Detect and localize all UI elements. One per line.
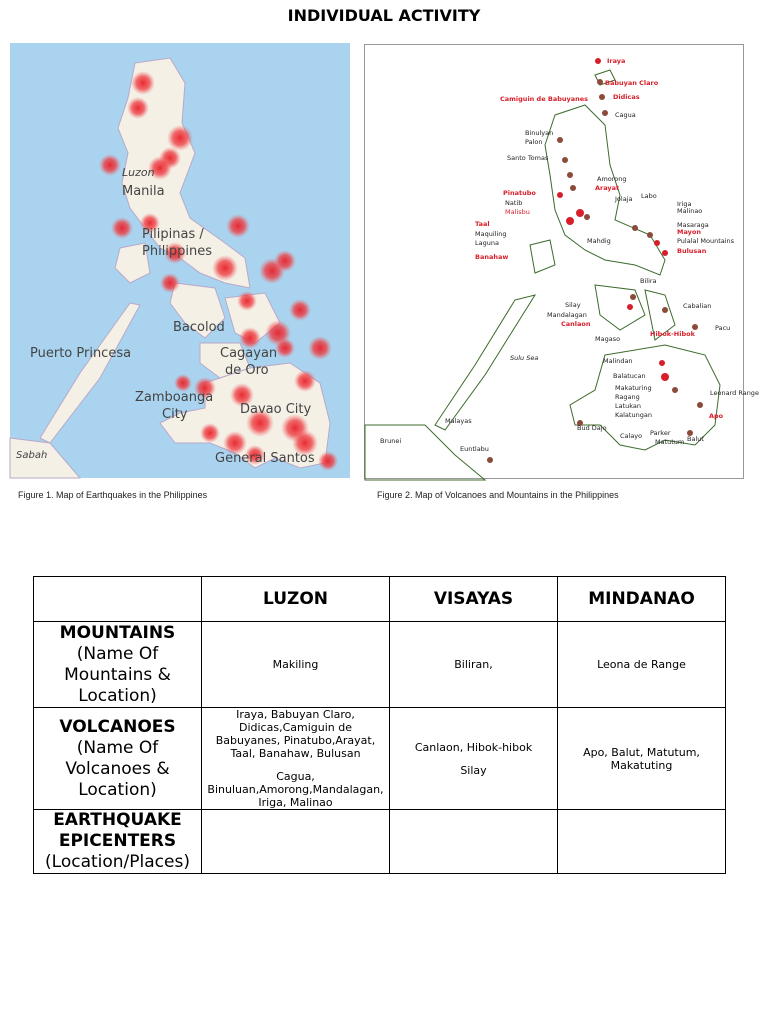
map1-label: General Santos bbox=[215, 451, 315, 466]
map2-label: Binulyan bbox=[525, 129, 554, 137]
map2-label: Magaso bbox=[595, 335, 621, 343]
map1-label: Philippines bbox=[142, 244, 213, 259]
row-header-subtitle: (Location/Places) bbox=[45, 852, 190, 872]
map2-label: Iriga bbox=[677, 200, 692, 208]
map2-label: Matutum bbox=[655, 438, 685, 446]
map2-red-label: Taal bbox=[475, 220, 490, 228]
map1-label: Zamboanga bbox=[135, 390, 214, 405]
map2-red-label: Iraya bbox=[607, 57, 626, 65]
volcano-markers bbox=[487, 58, 703, 463]
map2-label: Malindan bbox=[603, 357, 633, 365]
earthquake-map bbox=[10, 43, 350, 478]
map2-red-label: Banahaw bbox=[475, 253, 509, 261]
map2-red-label: Mayon bbox=[677, 228, 701, 236]
page-title: INDIVIDUAL ACTIVITY bbox=[287, 6, 481, 25]
row-header-title: MOUNTAINS bbox=[59, 622, 176, 643]
cell-text: Silay bbox=[460, 763, 487, 777]
map2-label: Sulu Sea bbox=[510, 354, 539, 362]
map2-label: Mahdig bbox=[587, 237, 611, 245]
map1-label: City bbox=[162, 407, 188, 422]
table-row-mountains bbox=[34, 622, 726, 708]
cell-spacer bbox=[394, 754, 553, 764]
map2-label: Brunei bbox=[380, 437, 402, 445]
cell-mountains-luzon[interactable]: Makiling bbox=[202, 622, 390, 708]
map2-label: Palon bbox=[525, 138, 543, 146]
map2-red-label: Canlaon bbox=[561, 320, 591, 328]
cell-earthquakes-luzon[interactable] bbox=[202, 810, 390, 874]
map2-label: Pacu bbox=[715, 324, 731, 332]
map2-label: Natib bbox=[505, 199, 523, 207]
cell-earthquakes-visayas[interactable] bbox=[390, 810, 558, 874]
cell-text: Iraya, Babuyan Claro, Didicas,Camiguin de Babuyanes, Pinatubo,Arayat, Taal, Banahaw, Bulusan bbox=[215, 708, 376, 760]
map2-label: Balatucan bbox=[613, 372, 646, 380]
map1-label: Sabah bbox=[16, 450, 48, 461]
table-header-row bbox=[34, 577, 726, 622]
map2-label: Cabalian bbox=[683, 302, 712, 310]
map2-label: Amorong bbox=[597, 175, 627, 183]
map2-label: Labo bbox=[641, 192, 657, 200]
table-header-cell bbox=[34, 577, 202, 622]
map2-red-label: Camiguin de Babuyanes bbox=[500, 95, 589, 103]
row-header-subtitle: (Name Of Volcanoes & Location) bbox=[65, 737, 170, 800]
map2-label: Bud Dajo bbox=[577, 424, 607, 432]
map2-label: Leonard Range bbox=[710, 389, 759, 397]
map1-label: Davao City bbox=[240, 402, 312, 417]
map1-label: Puerto Princesa bbox=[30, 346, 132, 361]
map2-label: Calayo bbox=[620, 432, 643, 440]
map2-red-label: Apo bbox=[709, 412, 724, 420]
map2-label: Kalatungan bbox=[615, 411, 652, 419]
map1-label: de Oro bbox=[225, 363, 269, 378]
map2-red-label: Bulusan bbox=[677, 247, 707, 255]
table-header-visayas: VISAYAS bbox=[390, 577, 558, 622]
map2-label: Malayas bbox=[445, 417, 472, 425]
map2-red-label: Arayat bbox=[595, 184, 620, 192]
map2-label: Mandalagan bbox=[547, 311, 587, 319]
map2-label: Pulalal Mountains bbox=[677, 237, 735, 245]
figure-caption: Figure 2. Map of Volcanoes and Mountains in the Philippines bbox=[377, 490, 619, 500]
map1-label: Pilipinas / bbox=[142, 227, 204, 242]
row-header-volcanoes bbox=[34, 708, 202, 810]
map1-label: Manila bbox=[122, 184, 165, 199]
row-header-subtitle: (Name Of Mountains & Location) bbox=[64, 643, 171, 706]
map2-label: Jolaja bbox=[615, 195, 633, 203]
volcano-map bbox=[364, 44, 759, 479]
map2-label: Ragang bbox=[615, 393, 640, 401]
figure-caption: Figure 1. Map of Earthquakes in the Philippines bbox=[18, 490, 208, 500]
map2-red-label: Hibok-Hibok bbox=[650, 330, 695, 338]
volcano-map-graphic bbox=[365, 45, 759, 480]
earthquake-map-graphic bbox=[10, 43, 350, 478]
map2-red-label: Malinao bbox=[677, 207, 703, 215]
row-header-title: EARTHQUAKE EPICENTERS bbox=[53, 810, 182, 851]
map2-label: Silay bbox=[565, 301, 581, 309]
table-row-earthquakes bbox=[34, 810, 726, 874]
cell-spacer bbox=[206, 760, 385, 770]
map1-label: Cagayan bbox=[220, 346, 278, 361]
row-header-mountains bbox=[34, 622, 202, 708]
table-header-mindanao: MINDANAO bbox=[558, 577, 726, 622]
map2-red-label: Pinatubo bbox=[503, 189, 536, 197]
cell-volcanoes-luzon[interactable] bbox=[202, 708, 390, 810]
cell-text: Cagua, Binuluan,Amorong,Mandalagan, Iriga, Malinao bbox=[207, 770, 384, 809]
map2-label: Makaturing bbox=[615, 384, 652, 392]
map2-label: Malisbu bbox=[505, 208, 530, 216]
map1-label: Luzon bbox=[122, 166, 155, 179]
map2-label: Parker bbox=[650, 429, 671, 437]
table-row-volcanoes bbox=[34, 708, 726, 810]
row-header-earthquakes bbox=[34, 810, 202, 874]
row-header-title: VOLCANOES bbox=[59, 716, 176, 737]
map2-label: Bilira bbox=[640, 277, 657, 285]
map1-label: Bacolod bbox=[173, 320, 225, 335]
map2-red-label: Babuyan Claro bbox=[605, 79, 659, 87]
table-header-luzon: LUZON bbox=[202, 577, 390, 622]
cell-mountains-mindanao[interactable]: Leona de Range bbox=[558, 622, 726, 708]
activity-table bbox=[33, 576, 726, 874]
cell-earthquakes-mindanao[interactable] bbox=[558, 810, 726, 874]
map2-label: Masaraga bbox=[677, 221, 709, 229]
map2-red-label: Didicas bbox=[613, 93, 640, 101]
map2-label: Cagua bbox=[615, 111, 636, 119]
cell-mountains-visayas[interactable]: Biliran, bbox=[390, 622, 558, 708]
map2-label: Euntlabu bbox=[460, 445, 489, 453]
map2-label: Latukan bbox=[615, 402, 642, 410]
map2-label: Maquiling bbox=[475, 230, 507, 238]
cell-volcanoes-mindanao[interactable]: Apo, Balut, Matutum, Makatuting bbox=[558, 708, 726, 810]
cell-text: Canlaon, Hibok-hibok bbox=[414, 740, 533, 754]
map2-label: Balut bbox=[687, 435, 704, 443]
map2-label: Santo Tomas bbox=[507, 154, 549, 162]
map2-label: Laguna bbox=[475, 239, 499, 247]
cell-volcanoes-visayas[interactable] bbox=[390, 708, 558, 810]
